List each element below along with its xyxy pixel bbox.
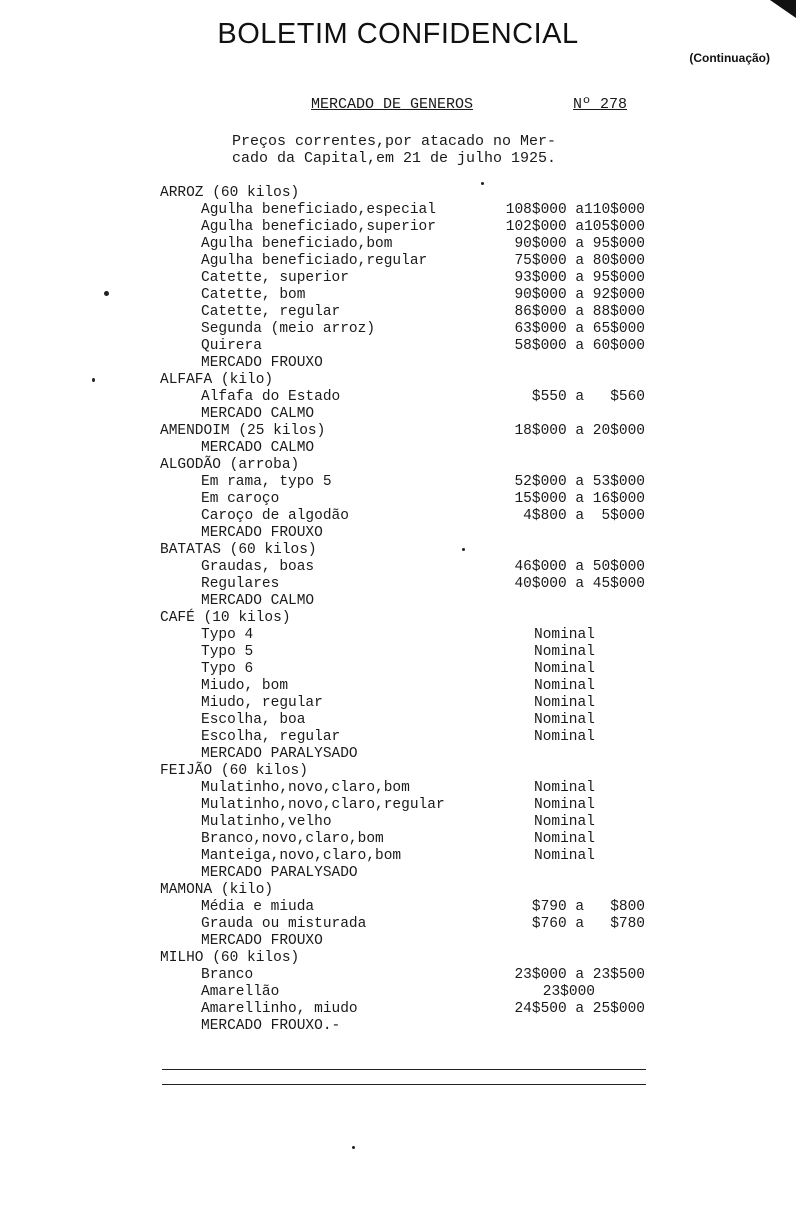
item-label: Agulha beneficiado,superior [201, 219, 436, 235]
price-value: 15$000 a 16$000 [514, 491, 645, 507]
price-row [160, 627, 660, 644]
price-row [160, 304, 660, 321]
price-value: Nominal [534, 712, 595, 728]
price-value: $760 a $780 [531, 916, 645, 932]
price-row [160, 270, 660, 287]
price-row [160, 678, 660, 695]
item-label: Catette, bom [201, 287, 306, 303]
scan-speck [104, 291, 109, 296]
price-row [160, 967, 660, 984]
corner-mark [770, 0, 796, 18]
price-row [160, 1001, 660, 1018]
price-value: Nominal [534, 780, 595, 796]
price-value: 4$800 a 5$000 [523, 508, 645, 524]
price-row [160, 559, 660, 576]
item-label: Mulatinho,velho [201, 814, 332, 830]
price-value: Nominal [534, 695, 595, 711]
item-label: Média e miuda [201, 899, 315, 915]
category-row [160, 542, 660, 559]
item-label: Manteiga,novo,claro,bom [201, 848, 402, 864]
price-value: 102$000 a105$000 [505, 219, 645, 235]
price-row [160, 474, 660, 491]
divider-line [162, 1069, 646, 1070]
category-label: BATATAS (60 kilos) [160, 542, 317, 558]
price-row [160, 525, 660, 542]
item-label: Branco,novo,claro,bom [201, 831, 384, 847]
price-row [160, 984, 660, 1001]
category-row [160, 610, 660, 627]
category-label: AMENDOIM (25 kilos) [160, 423, 326, 439]
item-label: Grauda ou misturada [201, 916, 367, 932]
price-value: Nominal [534, 848, 595, 864]
price-value: Nominal [534, 678, 595, 694]
item-label: Quirera [201, 338, 262, 354]
price-value: Nominal [534, 661, 595, 677]
price-row [160, 355, 660, 372]
price-row [160, 797, 660, 814]
price-list [160, 185, 660, 1035]
price-row [160, 661, 660, 678]
scan-speck [92, 378, 95, 382]
item-label: Escolha, regular [201, 729, 341, 745]
price-row [160, 780, 660, 797]
price-row [160, 814, 660, 831]
scan-speck [462, 548, 465, 551]
price-row [160, 712, 660, 729]
price-value: 108$000 a110$000 [505, 202, 645, 218]
item-label: Miudo, bom [201, 678, 289, 694]
divider-line [162, 1084, 646, 1085]
item-label: Segunda (meio arroz) [201, 321, 376, 337]
price-value: 63$000 a 65$000 [514, 321, 645, 337]
market-name: MERCADO DE GENEROS [311, 96, 474, 113]
item-label: Em rama, typo 5 [201, 474, 332, 490]
price-value: 23$000 a 23$500 [514, 967, 645, 983]
price-row [160, 508, 660, 525]
price-row [160, 899, 660, 916]
price-row [160, 831, 660, 848]
category-label: MAMONA (kilo) [160, 882, 274, 898]
price-value: $790 a $800 [531, 899, 645, 915]
price-row [160, 848, 660, 865]
price-value: 75$000 a 80$000 [514, 253, 645, 269]
bulletin-number: Nº 278 [573, 96, 628, 113]
item-label: Escolha, boa [201, 712, 306, 728]
price-value: 40$000 a 45$000 [514, 576, 645, 592]
category-label: ARROZ (60 kilos) [160, 185, 300, 201]
category-label: CAFÉ (10 kilos) [160, 610, 291, 626]
item-label: MERCADO CALMO [201, 406, 315, 422]
price-row [160, 916, 660, 933]
price-value: 58$000 a 60$000 [514, 338, 645, 354]
scan-speck [352, 1146, 355, 1149]
intro-line: Preços correntes,por atacado no Mer- [232, 133, 557, 150]
item-label: Catette, regular [201, 304, 341, 320]
item-label: Graudas, boas [201, 559, 315, 575]
price-row [160, 576, 660, 593]
price-value: 52$000 a 53$000 [514, 474, 645, 490]
category-label: MILHO (60 kilos) [160, 950, 300, 966]
category-label: ALGODÃO (arroba) [160, 457, 300, 473]
item-label: MERCADO CALMO [201, 593, 315, 609]
price-row [160, 440, 660, 457]
price-value: Nominal [534, 627, 595, 643]
continuation-label: (Continuação) [689, 51, 770, 65]
category-label: FEIJÃO (60 kilos) [160, 763, 308, 779]
price-row [160, 865, 660, 882]
price-row [160, 389, 660, 406]
category-row [160, 882, 660, 899]
item-label: MERCADO FROUXO [201, 355, 323, 371]
item-label: Catette, superior [201, 270, 349, 286]
item-label: Em caroço [201, 491, 280, 507]
item-label: MERCADO FROUXO [201, 525, 323, 541]
scan-speck [481, 182, 484, 185]
item-label: Branco [201, 967, 254, 983]
price-value: 90$000 a 95$000 [514, 236, 645, 252]
intro-line: cado da Capital,em 21 de julho 1925. [232, 150, 557, 167]
price-row [160, 746, 660, 763]
price-value: 46$000 a 50$000 [514, 559, 645, 575]
category-row [160, 423, 660, 440]
category-label: ALFAFA (kilo) [160, 372, 274, 388]
price-row [160, 933, 660, 950]
item-label: Typo 6 [201, 661, 254, 677]
price-row [160, 202, 660, 219]
item-label: Mulatinho,novo,claro,regular [201, 797, 445, 813]
item-label: Mulatinho,novo,claro,bom [201, 780, 410, 796]
item-label: MERCADO FROUXO.- [201, 1018, 341, 1034]
price-row [160, 1018, 660, 1035]
price-value: Nominal [534, 797, 595, 813]
category-row [160, 950, 660, 967]
item-label: Amarellão [201, 984, 280, 1000]
price-row [160, 406, 660, 423]
price-row [160, 695, 660, 712]
item-label: MERCADO CALMO [201, 440, 315, 456]
item-label: MERCADO PARALYSADO [201, 746, 358, 762]
item-label: Alfafa do Estado [201, 389, 341, 405]
price-row [160, 593, 660, 610]
item-label: Amarellinho, miudo [201, 1001, 358, 1017]
price-row [160, 491, 660, 508]
price-row [160, 644, 660, 661]
price-row [160, 219, 660, 236]
item-label: MERCADO PARALYSADO [201, 865, 358, 881]
item-label: Caroço de algodão [201, 508, 349, 524]
bulletin-heading [0, 96, 796, 116]
price-row [160, 236, 660, 253]
category-row [160, 457, 660, 474]
price-value: Nominal [534, 644, 595, 660]
category-row [160, 185, 660, 202]
price-value: Nominal [534, 831, 595, 847]
item-label: Agulha beneficiado,regular [201, 253, 428, 269]
price-row [160, 253, 660, 270]
category-row [160, 372, 660, 389]
price-value: $550 a $560 [531, 389, 645, 405]
price-row [160, 729, 660, 746]
item-label: MERCADO FROUXO [201, 933, 323, 949]
item-label: Agulha beneficiado,especial [201, 202, 436, 218]
price-row [160, 338, 660, 355]
price-row [160, 321, 660, 338]
page-title: BOLETIM CONFIDENCIAL [217, 18, 579, 50]
item-label: Regulares [201, 576, 280, 592]
price-value: 24$500 a 25$000 [514, 1001, 645, 1017]
price-value: 86$000 a 88$000 [514, 304, 645, 320]
price-value: Nominal [534, 729, 595, 745]
price-row [160, 287, 660, 304]
price-value: 18$000 a 20$000 [514, 423, 645, 439]
price-value: 23$000 [542, 984, 595, 1000]
item-label: Miudo, regular [201, 695, 323, 711]
intro-text [232, 133, 556, 167]
item-label: Typo 4 [201, 627, 254, 643]
price-value: 90$000 a 92$000 [514, 287, 645, 303]
item-label: Agulha beneficiado,bom [201, 236, 393, 252]
item-label: Typo 5 [201, 644, 254, 660]
price-value: 93$000 a 95$000 [514, 270, 645, 286]
price-value: Nominal [534, 814, 595, 830]
category-row [160, 763, 660, 780]
